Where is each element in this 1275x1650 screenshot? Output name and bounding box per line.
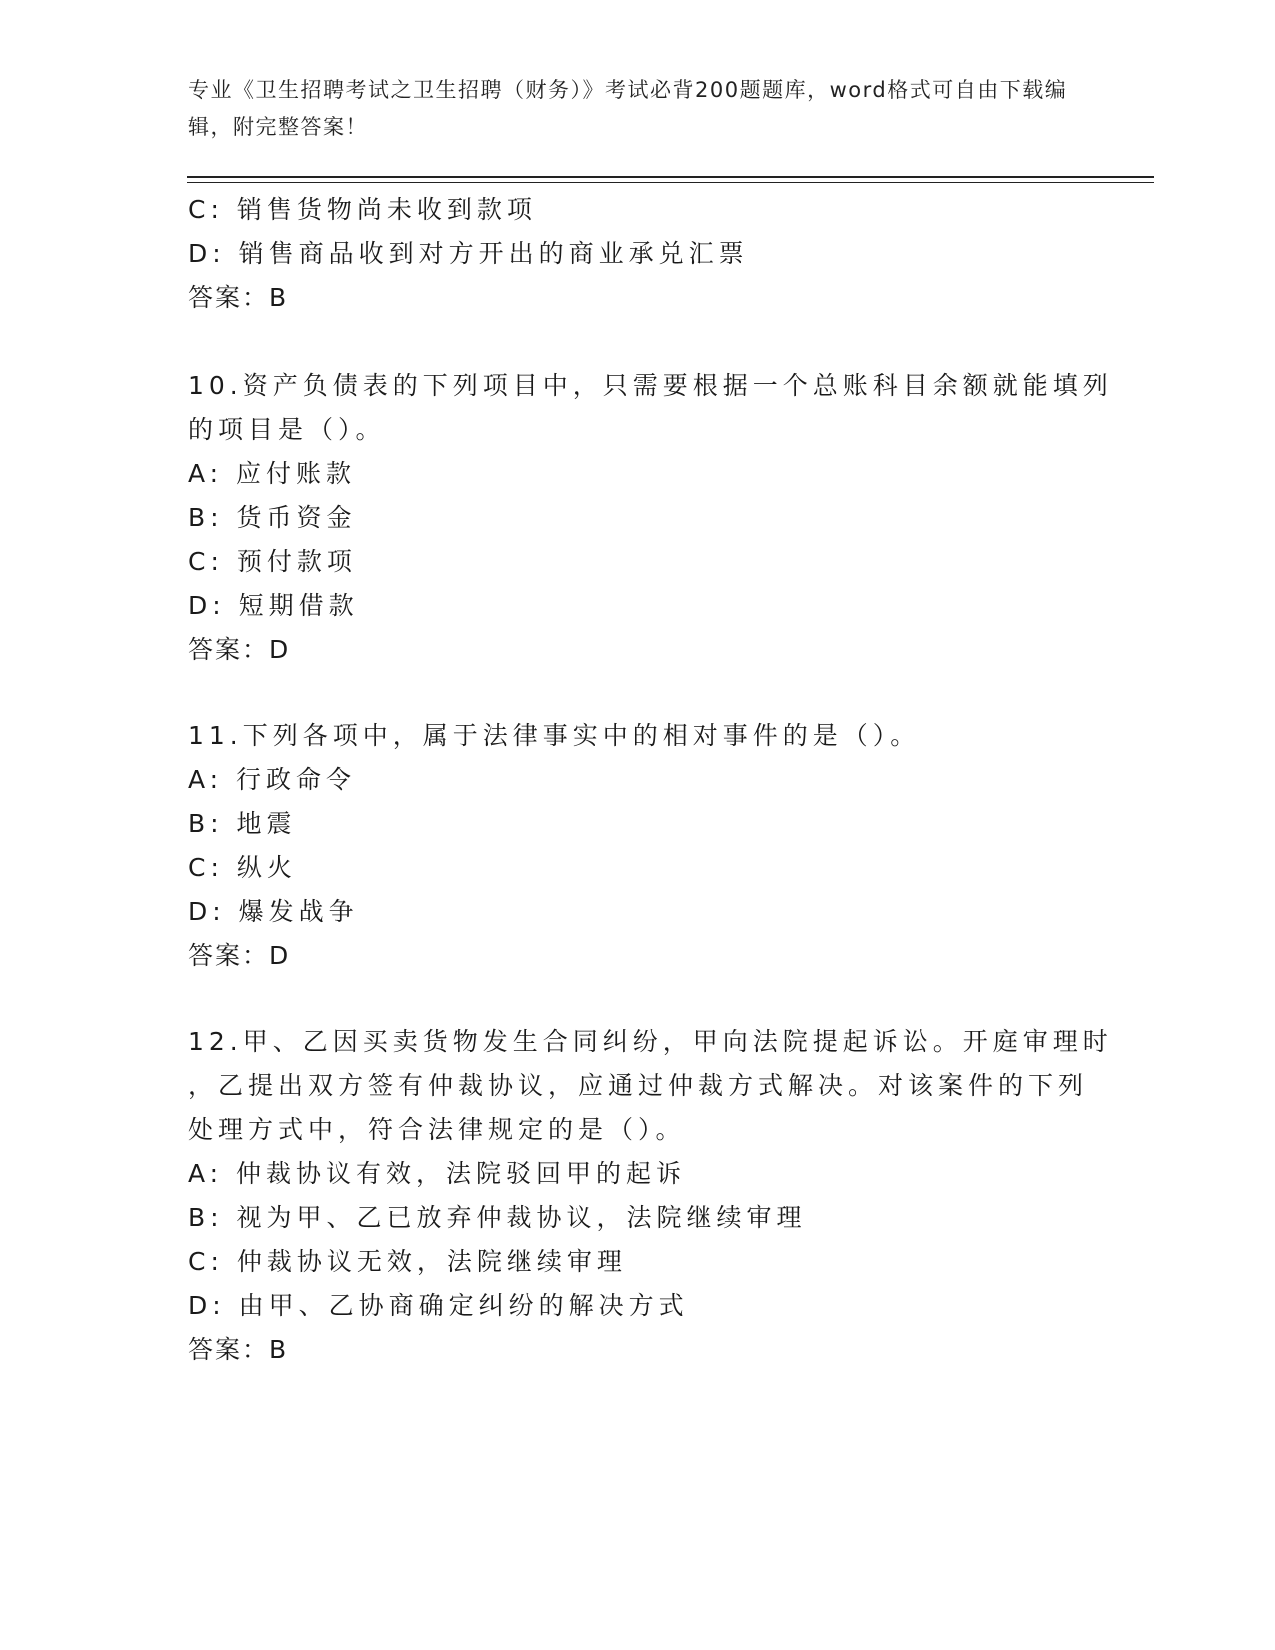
header-rule-thick — [187, 176, 1154, 178]
answer-line: 答案：B — [188, 1335, 289, 1364]
question-text: ，乙提出双方签有仲裁协议，应通过仲裁方式解决。对该案件的下列 — [188, 1071, 1089, 1100]
option-line: A: 仲裁协议有效，法院驳回甲的起诉 — [188, 1159, 687, 1188]
option-line: D: 销售商品收到对方开出的商业承兑汇票 — [188, 239, 749, 268]
option-line: A: 应付账款 — [188, 459, 357, 488]
option-line: A: 行政命令 — [188, 765, 357, 794]
option-line: B: 地震 — [188, 809, 297, 838]
option-line: D: 由甲、乙协商确定纠纷的解决方式 — [188, 1291, 689, 1320]
answer-line: 答案：D — [188, 941, 291, 970]
option-line: C: 仲裁协议无效，法院继续审理 — [188, 1247, 627, 1276]
question-text: 10.资产负债表的下列项目中，只需要根据一个总账科目余额就能填列 — [188, 371, 1113, 400]
option-line: D: 爆发战争 — [188, 897, 359, 926]
option-line: B: 货币资金 — [188, 503, 357, 532]
question-text: 11.下列各项中，属于法律事实中的相对事件的是（）。 — [188, 721, 921, 750]
answer-line: 答案：B — [188, 283, 289, 312]
option-line: C: 预付款项 — [188, 547, 357, 576]
option-line: C: 销售货物尚未收到款项 — [188, 195, 537, 224]
answer-line: 答案：D — [188, 635, 291, 664]
document-header: 专业《卫生招聘考试之卫生招聘（财务）》考试必背200题题库，word格式可自由下载编辑，附完整答案！ — [188, 78, 1068, 139]
option-line: C: 纵火 — [188, 853, 297, 882]
option-line: B: 视为甲、乙已放弃仲裁协议，法院继续审理 — [188, 1203, 807, 1232]
option-line: D: 短期借款 — [188, 591, 359, 620]
question-text: 处理方式中，符合法律规定的是（）。 — [188, 1115, 686, 1144]
question-text: 12.甲、乙因买卖货物发生合同纠纷，甲向法院提起诉讼。开庭审理时 — [188, 1027, 1113, 1056]
header-rule-thin — [187, 182, 1154, 183]
question-text: 的项目是（）。 — [188, 415, 386, 444]
